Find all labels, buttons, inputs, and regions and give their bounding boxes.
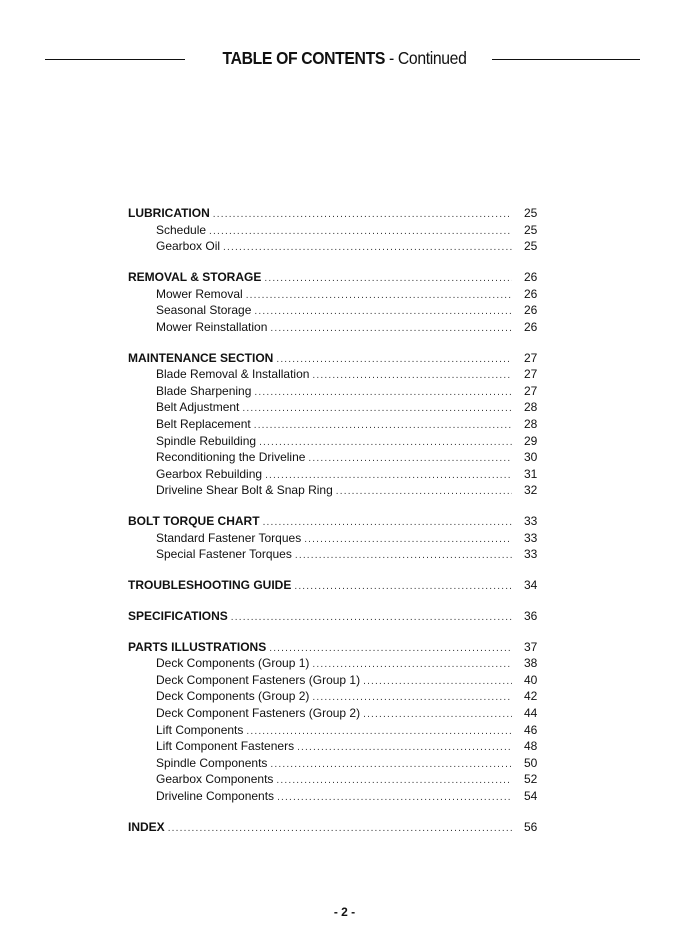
- toc-subentry: [128, 656, 552, 673]
- toc-entry-title: Seasonal Storage: [156, 303, 252, 318]
- toc-subentry: [128, 789, 552, 806]
- toc-subentry: [128, 483, 552, 500]
- dot-leader: [312, 691, 512, 706]
- dot-leader: [254, 386, 512, 401]
- dot-leader: [363, 675, 512, 690]
- toc-subentry: [128, 450, 552, 467]
- toc-entry-title: Standard Fastener Torques: [156, 530, 302, 545]
- toc-section-heading: [128, 351, 552, 368]
- dot-leader: [297, 741, 512, 756]
- dot-leader: [270, 322, 512, 337]
- toc-subentry: [128, 547, 552, 564]
- toc-entry-page: 25: [524, 222, 538, 237]
- toc-subentry: [128, 384, 552, 401]
- toc-entry-page: 28: [524, 416, 538, 431]
- toc-entry-title: Deck Components (Group 2): [156, 689, 310, 704]
- toc-entry-page: 54: [524, 788, 538, 803]
- toc-subentry: [128, 689, 552, 706]
- title-suffix: - Continued: [384, 48, 467, 68]
- toc-subentry: [128, 467, 552, 484]
- toc-section: [128, 270, 552, 336]
- toc-entry-title: Belt Replacement: [156, 416, 251, 431]
- toc-entry-page: 26: [524, 286, 538, 301]
- toc-section-heading: [128, 206, 552, 223]
- toc-subentry: [128, 367, 552, 384]
- dot-leader: [336, 485, 512, 500]
- toc-entry-title: Lift Component Fasteners: [156, 739, 295, 754]
- dot-leader: [265, 469, 512, 484]
- toc-entry-page: 26: [524, 303, 538, 318]
- toc-entry-page: 33: [524, 514, 538, 529]
- toc-entry-page: 29: [524, 433, 538, 448]
- toc-entry-title: MAINTENANCE SECTION: [128, 350, 274, 365]
- toc-section-heading: [128, 820, 552, 837]
- toc-entry-title: Schedule: [156, 222, 207, 237]
- toc-entry-page: 27: [524, 367, 538, 382]
- toc-subentry: [128, 287, 552, 304]
- toc-entry-page: 30: [524, 450, 538, 465]
- dot-leader: [295, 549, 512, 564]
- toc-subentry: [128, 223, 552, 240]
- toc-section: [128, 640, 552, 806]
- dot-leader: [294, 580, 512, 595]
- dot-leader: [264, 272, 512, 287]
- toc-entry-title: Special Fastener Torques: [156, 547, 292, 562]
- toc-entry-page: 26: [524, 319, 538, 334]
- toc-entry-title: Gearbox Components: [156, 772, 274, 787]
- toc-subentry: [128, 531, 552, 548]
- toc-entry-page: 28: [524, 400, 538, 415]
- toc-entry-title: Gearbox Rebuilding: [156, 466, 263, 481]
- toc-entry-page: 27: [524, 350, 538, 365]
- toc-subentry: [128, 303, 552, 320]
- toc-entry-page: 42: [524, 689, 538, 704]
- toc-section-heading: [128, 640, 552, 657]
- toc-entry-page: 33: [524, 547, 538, 562]
- toc-entry-page: 31: [524, 466, 538, 481]
- dot-leader: [263, 516, 512, 531]
- dot-leader: [304, 533, 512, 548]
- dot-leader: [209, 225, 512, 240]
- dot-leader: [254, 305, 512, 320]
- toc-entry-page: 56: [524, 819, 538, 834]
- header-rule-right: [492, 59, 640, 60]
- dot-leader: [231, 611, 512, 626]
- toc-entry-page: 44: [524, 705, 538, 720]
- dot-leader: [259, 436, 512, 451]
- page-number: - 2 -: [333, 905, 356, 919]
- dot-leader: [213, 208, 512, 223]
- toc-entry-title: Deck Component Fasteners (Group 2): [156, 705, 361, 720]
- toc-entry-title: Lift Components: [156, 722, 244, 737]
- toc-subentry: [128, 756, 552, 773]
- toc-entry-title: Mower Removal: [156, 286, 243, 301]
- dot-leader: [270, 758, 512, 773]
- dot-leader: [276, 353, 512, 368]
- toc-entry-title: Spindle Rebuilding: [156, 433, 257, 448]
- dot-leader: [312, 658, 512, 673]
- dot-leader: [312, 369, 512, 384]
- toc-entry-title: REMOVAL & STORAGE: [128, 269, 262, 284]
- toc-entry-title: LUBRICATION: [128, 206, 210, 220]
- dot-leader: [277, 791, 512, 806]
- dot-leader: [276, 774, 512, 789]
- toc-entry-page: 50: [524, 755, 538, 770]
- dot-leader: [246, 725, 512, 740]
- toc-entry-title: Deck Component Fasteners (Group 1): [156, 672, 361, 687]
- toc-subentry: [128, 739, 552, 756]
- toc-subentry: [128, 772, 552, 789]
- toc-subentry: [128, 400, 552, 417]
- toc-section: [128, 820, 552, 837]
- toc-entry-page: 25: [524, 206, 538, 220]
- toc-section-heading: [128, 609, 552, 626]
- toc-entry-title: Blade Sharpening: [156, 383, 252, 398]
- toc-entry-page: 38: [524, 656, 538, 671]
- toc-entry-title: Spindle Components: [156, 755, 268, 770]
- toc-entry-page: 52: [524, 772, 538, 787]
- toc-subentry: [128, 239, 552, 256]
- toc-section: [128, 609, 552, 626]
- toc-entry-title: Gearbox Oil: [156, 239, 221, 254]
- toc-entry-title: SPECIFICATIONS: [128, 608, 228, 623]
- toc-entry-page: 26: [524, 269, 538, 284]
- toc-section: [128, 514, 552, 564]
- toc-entry-title: INDEX: [128, 819, 165, 834]
- table-of-contents: [128, 206, 552, 851]
- dot-leader: [242, 402, 512, 417]
- toc-section: [128, 578, 552, 595]
- toc-entry-page: 46: [524, 722, 538, 737]
- toc-section: [128, 351, 552, 500]
- toc-section-heading: [128, 514, 552, 531]
- toc-entry-page: 32: [524, 483, 538, 498]
- toc-entry-page: 25: [524, 239, 538, 254]
- toc-subentry: [128, 320, 552, 337]
- toc-entry-title: Driveline Shear Bolt & Snap Ring: [156, 483, 333, 498]
- dot-leader: [308, 452, 512, 467]
- toc-entry-title: Belt Adjustment: [156, 400, 240, 415]
- dot-leader: [254, 419, 512, 434]
- toc-section-heading: [128, 270, 552, 287]
- toc-entry-title: PARTS ILLUSTRATIONS: [128, 639, 267, 654]
- toc-entry-title: BOLT TORQUE CHART: [128, 514, 260, 529]
- dot-leader: [168, 822, 512, 837]
- toc-entry-title: TROUBLESHOOTING GUIDE: [128, 578, 292, 593]
- toc-entry-page: 48: [524, 739, 538, 754]
- toc-entry-page: 34: [524, 578, 538, 593]
- toc-entry-page: 33: [524, 530, 538, 545]
- toc-entry-page: 36: [524, 608, 538, 623]
- toc-entry-page: 37: [524, 639, 538, 654]
- toc-subentry: [128, 706, 552, 723]
- toc-subentry: [128, 434, 552, 451]
- toc-subentry: [128, 417, 552, 434]
- toc-section: [128, 206, 552, 256]
- toc-subentry: [128, 673, 552, 690]
- toc-entry-title: Driveline Components: [156, 788, 275, 803]
- toc-entry-page: 27: [524, 383, 538, 398]
- page-header: [0, 42, 689, 78]
- toc-subentry: [128, 723, 552, 740]
- toc-entry-page: 40: [524, 672, 538, 687]
- toc-entry-title: Deck Components (Group 1): [156, 656, 310, 671]
- dot-leader: [269, 642, 512, 657]
- toc-entry-title: Mower Reinstallation: [156, 319, 268, 334]
- toc-entry-title: Blade Removal & Installation: [156, 367, 310, 382]
- toc-section-heading: [128, 578, 552, 595]
- dot-leader: [223, 241, 512, 256]
- toc-entry-title: Reconditioning the Driveline: [156, 450, 306, 465]
- dot-leader: [363, 708, 512, 723]
- title-main: TABLE OF CONTENTS: [222, 48, 385, 68]
- dot-leader: [246, 289, 512, 304]
